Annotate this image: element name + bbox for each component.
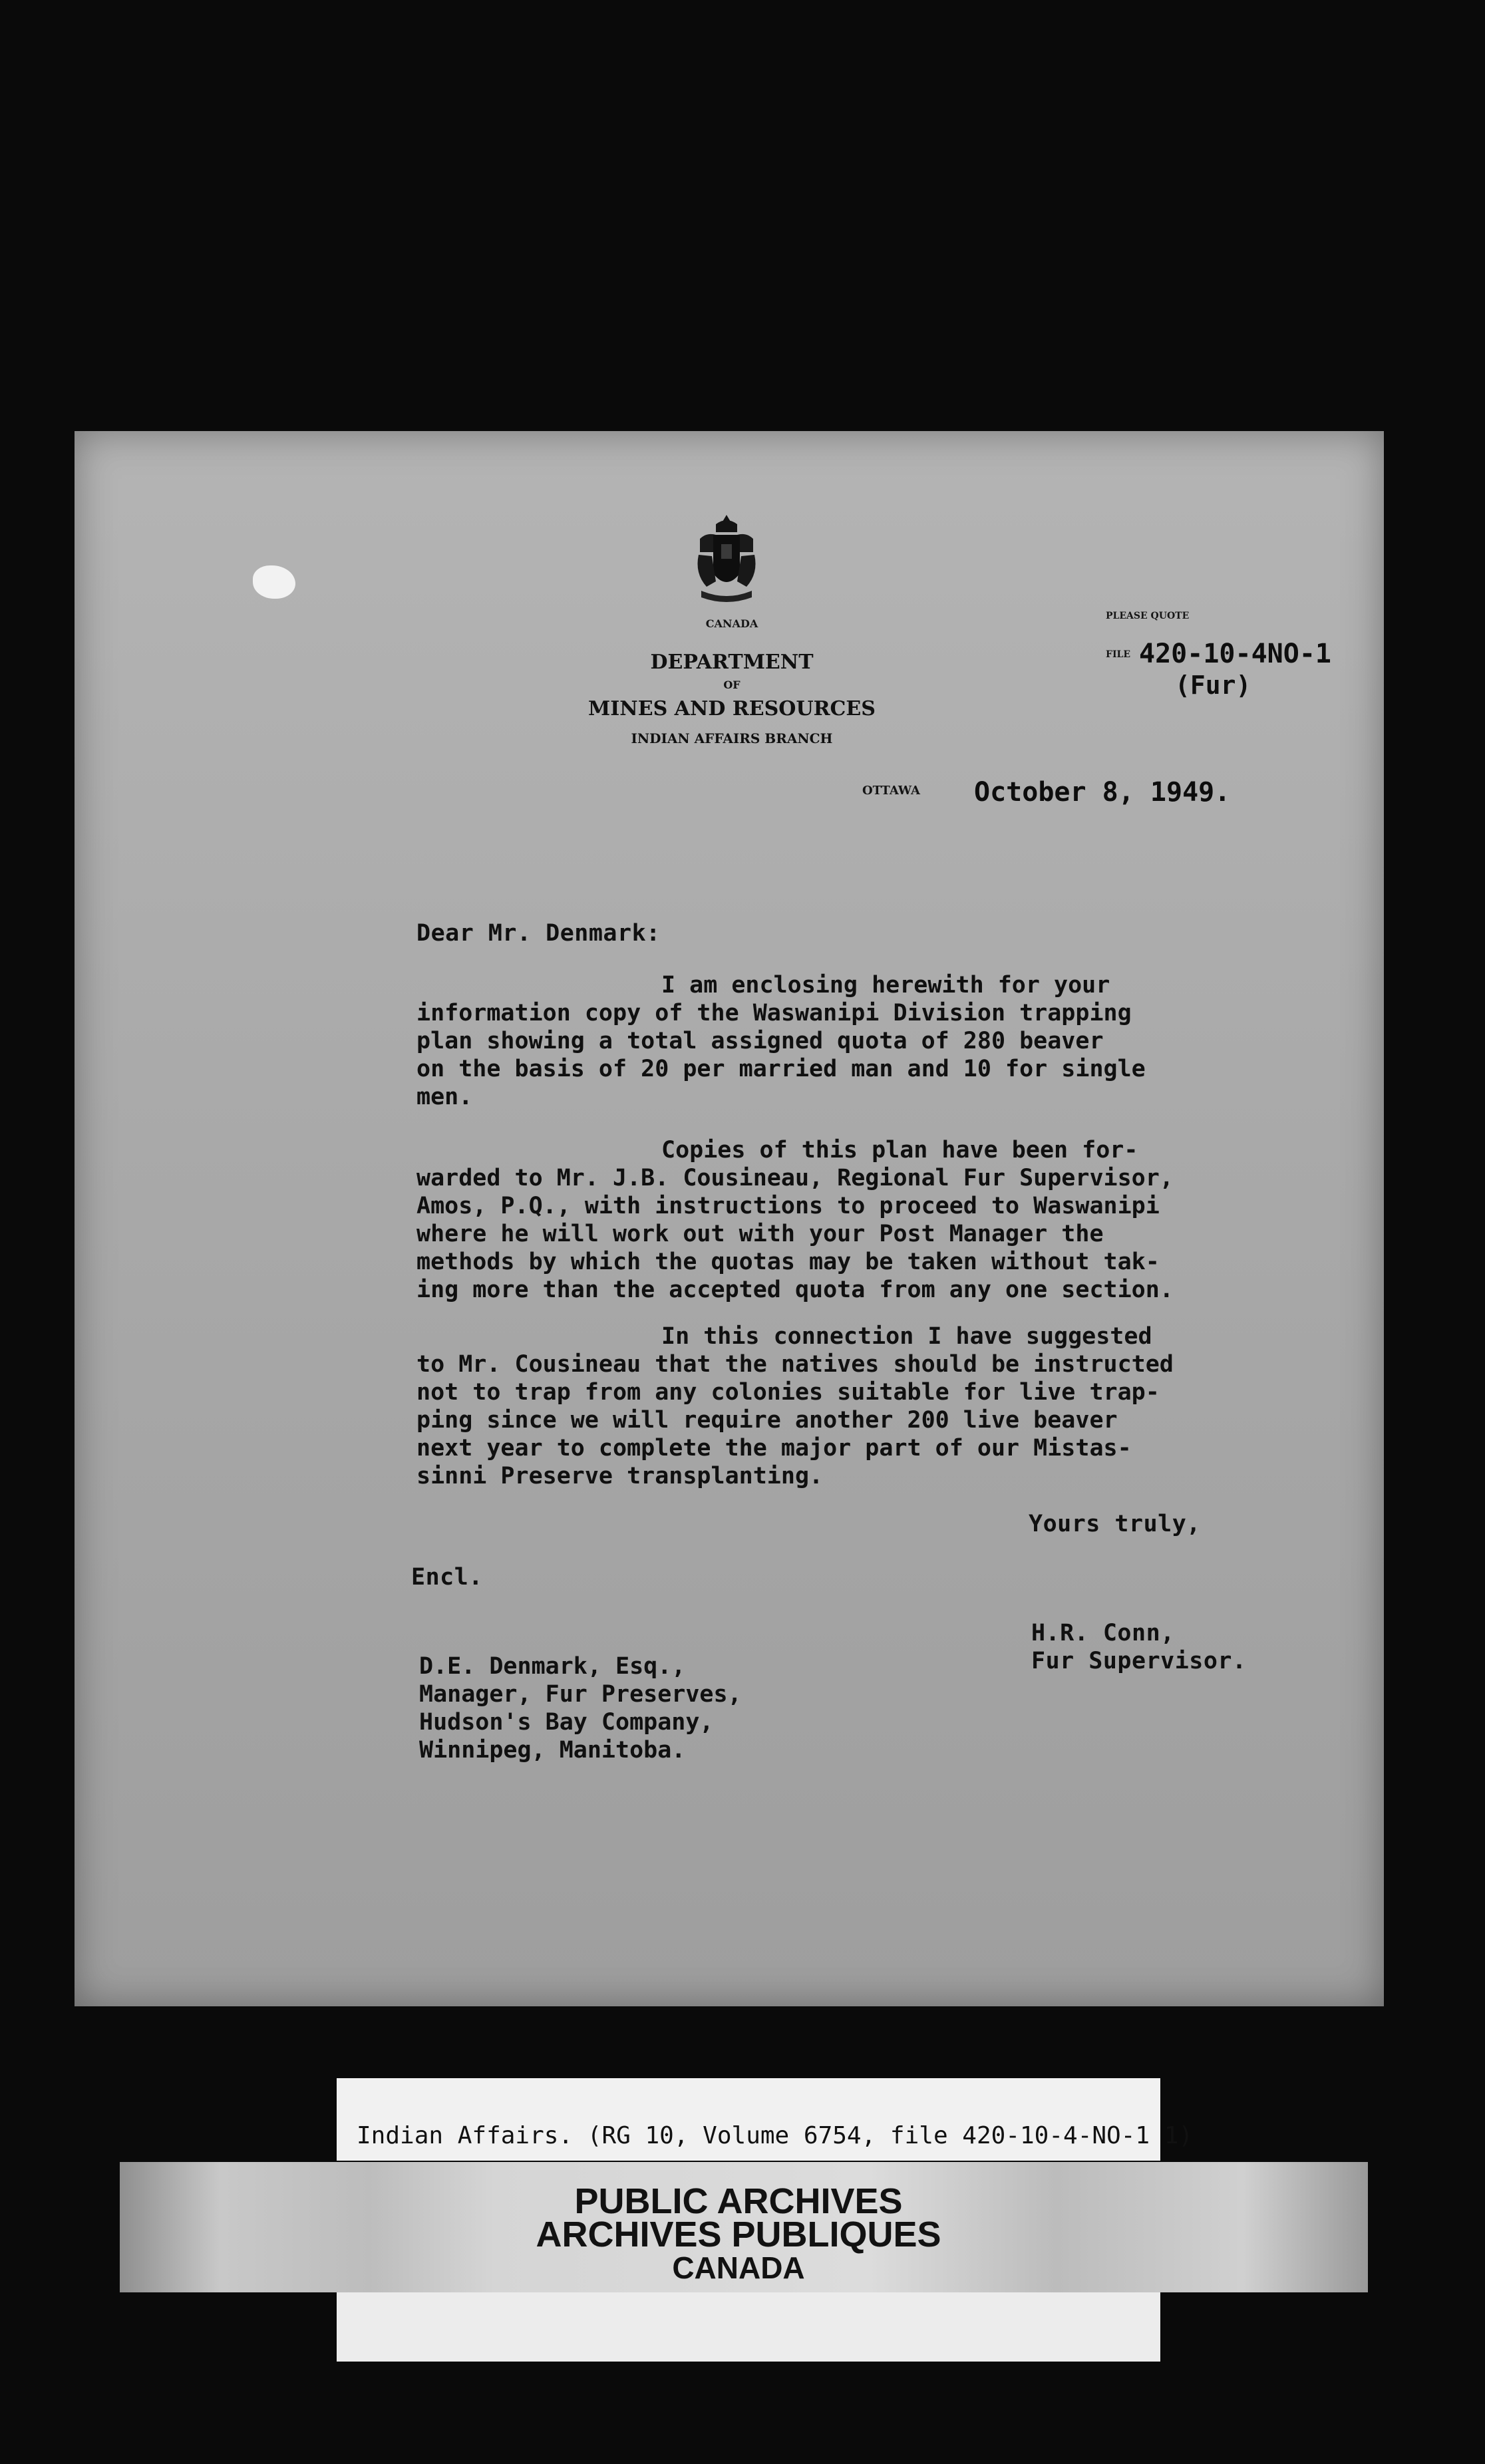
archives-label-line-3: CANADA [672,2250,805,2285]
paragraph-1-line: information copy of the Waswanipi Division trapping [416,1000,1132,1026]
archive-citation: Indian Affairs. (RG 10, Volume 6754, file 420-10-4-NO-1 1) [357,2122,1194,2149]
paragraph-1-line: men. [416,1084,473,1110]
signer-name: H.R. Conn, [1031,1620,1175,1646]
signer-title: Fur Supervisor. [1031,1648,1247,1674]
letterhead-department: DEPARTMENT [650,651,814,674]
letterhead-of: OF [723,679,741,691]
archives-label-line-1: PUBLIC ARCHIVES [574,2181,903,2221]
letterhead-branch: INDIAN AFFAIRS BRANCH [631,730,833,746]
letterhead-ministry: MINES AND RESOURCES [588,697,876,720]
paragraph-3-line: ping since we will require another 200 live beaver [416,1407,1118,1434]
enclosure-note: Encl. [411,1564,483,1591]
paragraph-2-line: warded to Mr. J.B. Cousineau, Regional Fur Supervisor, [416,1165,1174,1191]
letter-date: October 8, 1949. [974,777,1231,808]
paragraph-3-line: not to trap from any colonies suitable for live trap- [416,1379,1160,1406]
archives-label-line-2: ARCHIVES PUBLIQUES [536,2215,941,2254]
paragraph-3-line: In this connection I have suggested [661,1323,1152,1350]
paragraph-2-line: methods by which the quotas may be taken without tak- [416,1249,1160,1275]
paragraph-1-line: on the basis of 20 per married man and 10 for single [416,1056,1146,1082]
label-bottom [337,2292,1160,2362]
paragraph-3 [416,1322,1174,1490]
paragraph-1-line: plan showing a total assigned quota of 280 beaver [416,1028,1104,1054]
paragraph-2 [416,1136,1174,1304]
please-quote-label: PLEASE QUOTE [1106,611,1190,621]
paragraph-1-line: I am enclosing herewith for your [661,972,1110,999]
paragraph-3-line: sinni Preserve transplanting. [416,1463,824,1489]
closing: Yours truly, [1029,1511,1201,1537]
addressee-line: Winnipeg, Manitoba. [419,1737,686,1764]
file-number: 420-10-4NO-1 [1139,639,1331,669]
paragraph-2-line: where he will work out with your Post Manager the [416,1221,1104,1247]
paragraph-3-line: to Mr. Cousineau that the natives should be instructed [416,1351,1174,1378]
salutation: Dear Mr. Denmark: [416,920,661,947]
addressee-line: D.E. Denmark, Esq., [419,1653,686,1680]
addressee-block [419,1652,742,1764]
coat-of-arms-icon [687,512,766,612]
addressee-line: Manager, Fur Preserves, [419,1681,742,1708]
addressee-line: Hudson's Bay Company, [419,1709,714,1736]
letterhead-country: CANADA [705,617,758,630]
paragraph-3-line: next year to complete the major part of our Mistas- [416,1435,1132,1462]
paragraph-2-line: ing more than the accepted quota from any one section. [416,1277,1174,1303]
file-subject: (Fur) [1175,671,1251,700]
paragraph-2-line: Copies of this plan have been for- [661,1137,1138,1163]
file-label: FILE [1106,649,1131,660]
place-label: OTTAWA [862,784,920,798]
paragraph-2-line: Amos, P.Q., with instructions to proceed to Waswanipi [416,1193,1160,1219]
paragraph-1 [416,971,1146,1111]
